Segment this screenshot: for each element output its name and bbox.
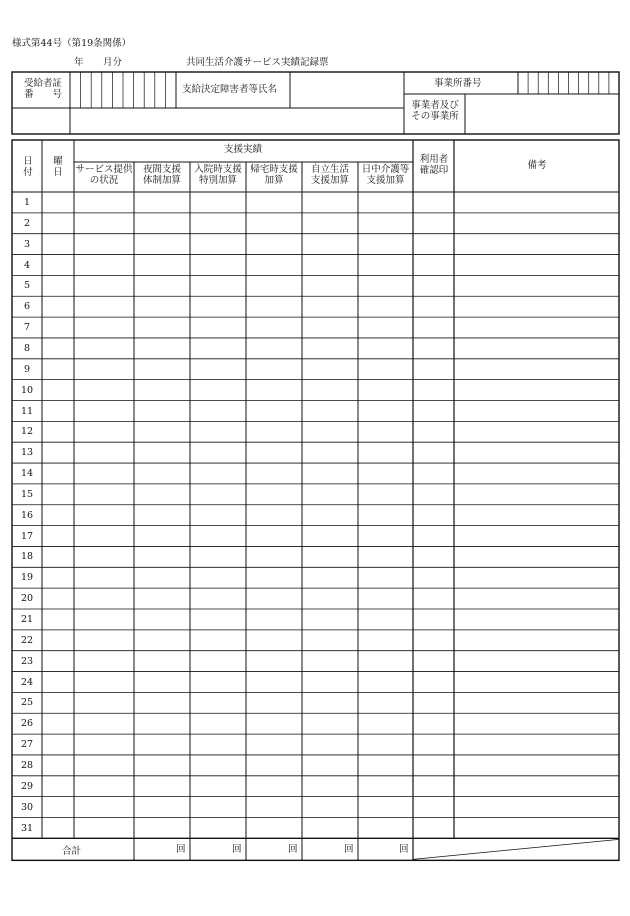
support-column-header-line: 入院時支援 bbox=[194, 164, 242, 175]
total-label: 合計 bbox=[62, 846, 82, 857]
day-number: 10 bbox=[20, 384, 34, 396]
day-number: 29 bbox=[20, 780, 34, 792]
weekday-header-line1: 曜 bbox=[53, 156, 63, 167]
day-number: 11 bbox=[20, 405, 34, 417]
user-confirm-line1: 利用者 bbox=[419, 154, 449, 165]
operator-label-line1: 事業者及び bbox=[411, 100, 459, 111]
support-column-header-line: 加算 bbox=[264, 175, 284, 187]
support-column-header bbox=[190, 164, 246, 187]
day-number: 26 bbox=[20, 718, 34, 730]
day-number: 15 bbox=[20, 488, 34, 500]
total-count-unit: 回 bbox=[399, 844, 409, 856]
day-number: 31 bbox=[20, 822, 34, 834]
year-label: 年 bbox=[74, 57, 84, 68]
support-column-header-line: 夜間支援 bbox=[142, 164, 181, 175]
total-count-unit: 回 bbox=[232, 844, 242, 856]
support-column-header-line: 日中介護等 bbox=[361, 164, 410, 175]
total-count-unit: 回 bbox=[344, 844, 354, 856]
day-number: 20 bbox=[20, 593, 34, 605]
date-header-line2: 付 bbox=[23, 167, 33, 179]
user-confirm-header bbox=[414, 154, 454, 177]
support-column-header-line: 支援加算 bbox=[366, 175, 405, 187]
day-number: 21 bbox=[20, 614, 34, 625]
day-number: 5 bbox=[23, 280, 31, 292]
total-count-unit: 回 bbox=[288, 844, 298, 856]
day-number: 1 bbox=[23, 197, 31, 208]
support-column-header-line: 自立生活 bbox=[310, 164, 349, 175]
support-column-header-line: 特別加算 bbox=[198, 175, 237, 187]
day-number: 18 bbox=[20, 551, 34, 563]
weekday-header bbox=[43, 156, 73, 179]
day-number: 4 bbox=[23, 259, 31, 271]
day-number: 19 bbox=[20, 572, 34, 584]
date-header-line1: 日 bbox=[23, 156, 33, 167]
support-column-header-line: の状況 bbox=[89, 175, 119, 187]
operator-label-line2: その事業所 bbox=[411, 111, 459, 123]
support-column-header bbox=[134, 164, 190, 187]
day-number: 8 bbox=[23, 342, 31, 354]
day-number: 25 bbox=[20, 697, 34, 709]
support-column-header bbox=[74, 164, 134, 187]
day-number: 6 bbox=[23, 301, 31, 313]
day-number: 14 bbox=[20, 468, 34, 480]
support-column-header-line: 帰宅時支援 bbox=[250, 164, 298, 175]
recipient-id-label-line2: 番 号 bbox=[23, 89, 62, 101]
support-column-header-line: サービス提供 bbox=[75, 164, 133, 175]
form-number: 様式第44号（第19条関係） bbox=[12, 38, 132, 49]
day-number: 22 bbox=[20, 634, 34, 646]
day-number: 27 bbox=[20, 739, 34, 751]
day-number: 24 bbox=[20, 676, 34, 688]
date-header bbox=[14, 156, 42, 179]
support-column-header-line: 体制加算 bbox=[142, 175, 181, 187]
beneficiary-name-label: 支給決定障害者等氏名 bbox=[182, 84, 278, 95]
day-number: 16 bbox=[20, 509, 34, 521]
day-number: 3 bbox=[23, 238, 31, 250]
day-number: 17 bbox=[20, 530, 34, 542]
support-column-header bbox=[302, 164, 358, 187]
office-number-label: 事業所番号 bbox=[434, 78, 482, 89]
support-column-header bbox=[358, 164, 413, 187]
day-number: 7 bbox=[23, 322, 31, 334]
day-number: 12 bbox=[20, 426, 34, 438]
user-confirm-line2: 確認印 bbox=[419, 165, 449, 177]
day-number: 23 bbox=[20, 655, 34, 667]
remarks-header: 備考 bbox=[527, 160, 547, 171]
day-number: 9 bbox=[23, 363, 31, 375]
month-label: 月分 bbox=[103, 57, 123, 68]
form-title: 共同生活介護サービス実績記録票 bbox=[186, 57, 329, 68]
support-column-header-line: 支援加算 bbox=[310, 175, 349, 187]
recipient-id-label-line1: 受給者証 bbox=[23, 78, 62, 89]
day-number: 13 bbox=[20, 447, 34, 459]
total-count-unit: 回 bbox=[176, 844, 186, 856]
day-number: 28 bbox=[20, 759, 34, 771]
support-record-header: 支援実績 bbox=[223, 144, 262, 155]
day-number: 30 bbox=[20, 801, 34, 813]
day-number: 2 bbox=[23, 217, 31, 229]
weekday-header-line2: 日 bbox=[53, 167, 63, 179]
support-column-header bbox=[246, 164, 302, 187]
